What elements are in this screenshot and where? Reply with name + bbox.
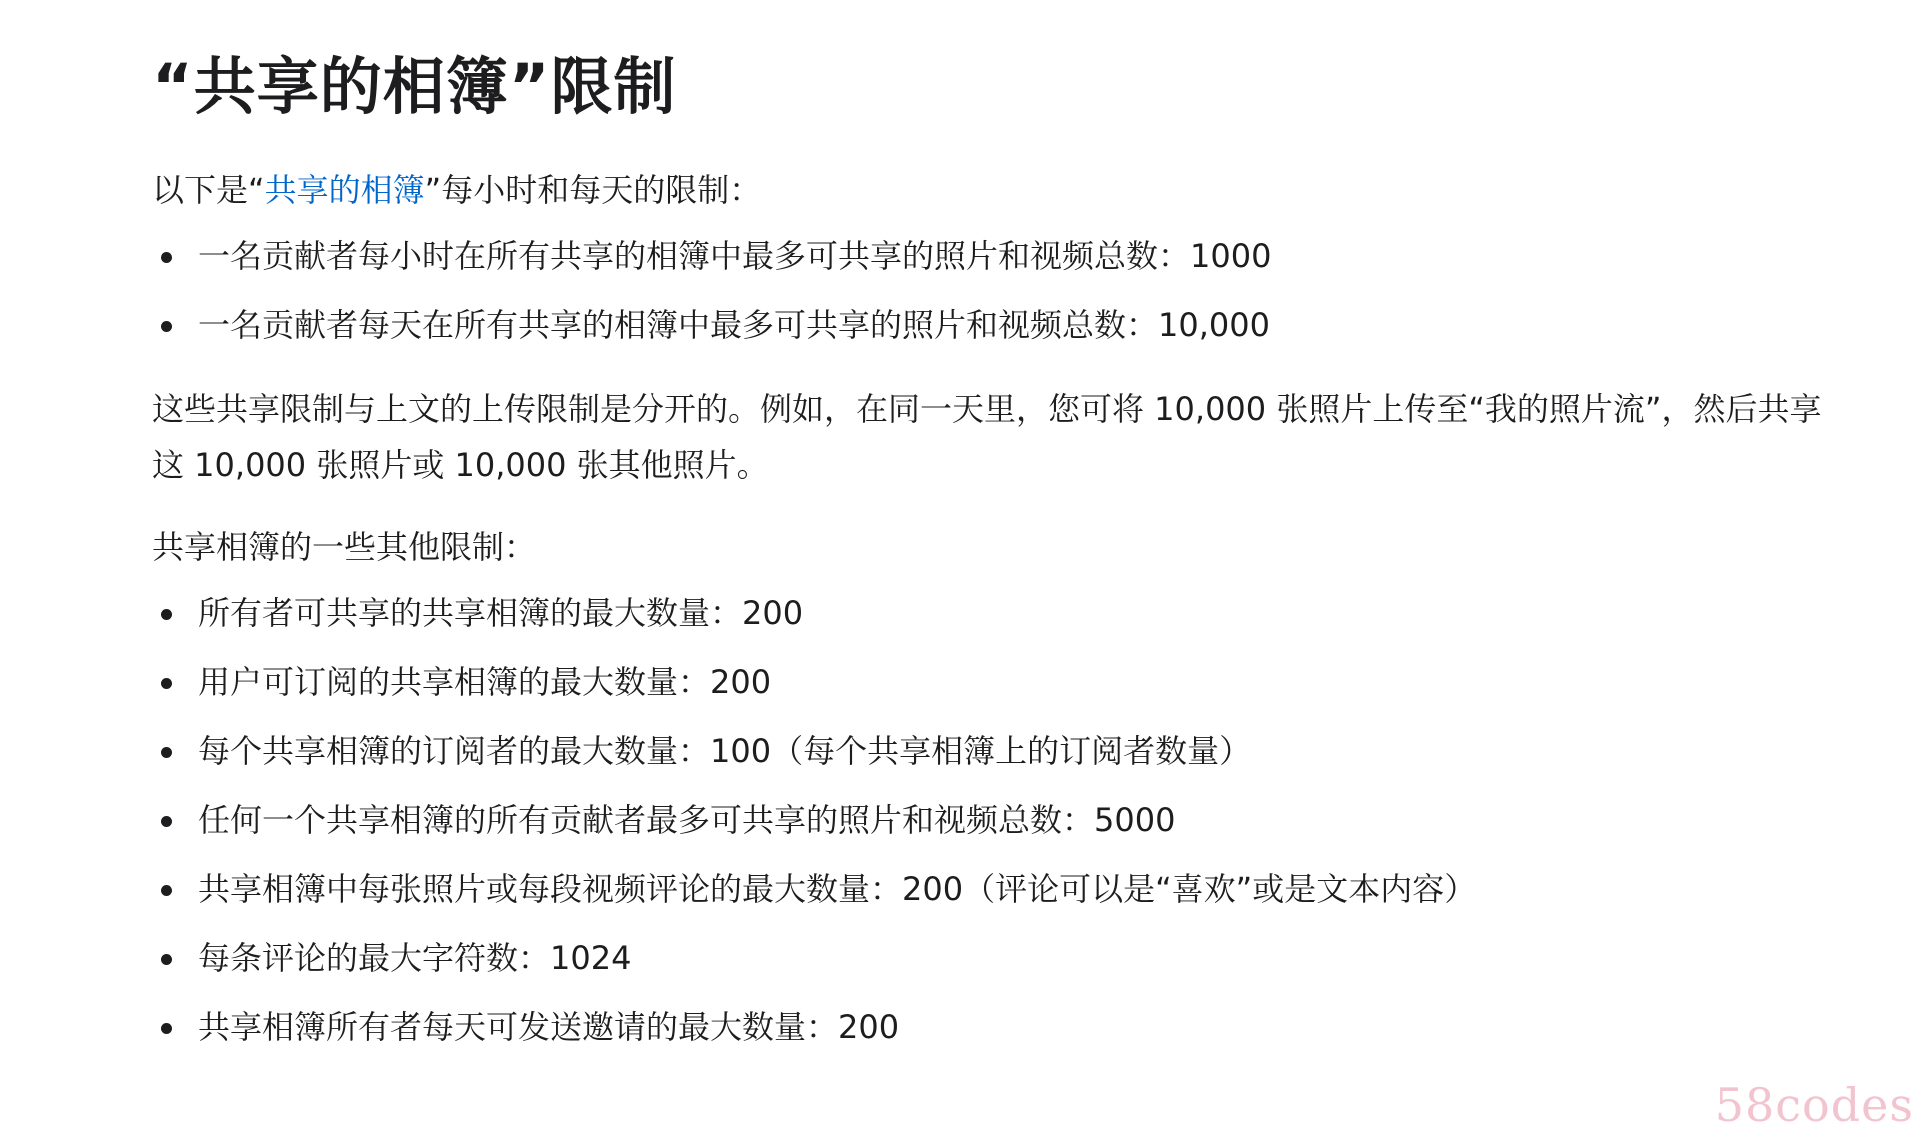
list-item-text: 每条评论的最大字符数：1024: [198, 939, 632, 978]
list-item-text: 所有者可共享的共享相簿的最大数量：200: [198, 594, 804, 633]
rate-limits-list: [152, 234, 1852, 347]
list-item-text: 每个共享相簿的订阅者的最大数量：100（每个共享相簿上的订阅者数量）: [198, 732, 1252, 771]
bullet-icon: [161, 609, 172, 620]
bullet-icon: [161, 954, 172, 965]
intro-suffix: ”每小时和每天的限制：: [424, 171, 762, 210]
list-item: [152, 660, 1852, 704]
bullet-icon: [161, 678, 172, 689]
bullet-icon: [161, 1023, 172, 1034]
intro-prefix: 以下是“: [152, 171, 265, 210]
list-item-text: 一名贡献者每天在所有共享的相簿中最多可共享的照片和视频总数：10,000: [198, 306, 1270, 345]
list-item: [152, 729, 1852, 773]
list-item-text: 用户可订阅的共享相簿的最大数量：200: [198, 663, 772, 702]
list-item-text: 共享相簿所有者每天可发送邀请的最大数量：200: [198, 1008, 900, 1047]
list-item: [152, 867, 1852, 911]
bullet-icon: [161, 252, 172, 263]
list-item-text: 一名贡献者每小时在所有共享的相簿中最多可共享的照片和视频总数：1000: [198, 237, 1272, 276]
article: [152, 50, 1852, 1049]
bullet-icon: [161, 816, 172, 827]
other-limits-list: [152, 591, 1852, 1049]
list-item: [152, 1005, 1852, 1049]
bullet-icon: [161, 747, 172, 758]
intro-paragraph: [152, 162, 1852, 218]
bullet-icon: [161, 321, 172, 332]
shared-albums-link[interactable]: 共享的相簿: [264, 171, 425, 210]
list-item-text: 共享相簿中每张照片或每段视频评论的最大数量：200（评论可以是“喜欢”或是文本内容）: [198, 870, 1477, 909]
list-item: [152, 936, 1852, 980]
page-title: “共享的相簿”限制: [152, 50, 677, 123]
other-limits-intro: 共享相簿的一些其他限制：: [152, 528, 537, 567]
bullet-icon: [161, 885, 172, 896]
list-item: [152, 303, 1852, 347]
list-item-text: 任何一个共享相簿的所有贡献者最多可共享的照片和视频总数：5000: [198, 801, 1176, 840]
list-item: [152, 591, 1852, 635]
watermark: 58codes: [1714, 1078, 1914, 1132]
list-item: [152, 234, 1852, 278]
list-item: [152, 798, 1852, 842]
note-paragraph: 这些共享限制与上文的上传限制是分开的。例如，在同一天里，您可将 10,000 张照片上传至“我的照片流”，然后共享这 10,000 张照片或 10,000 张其他照片。: [152, 390, 1822, 485]
